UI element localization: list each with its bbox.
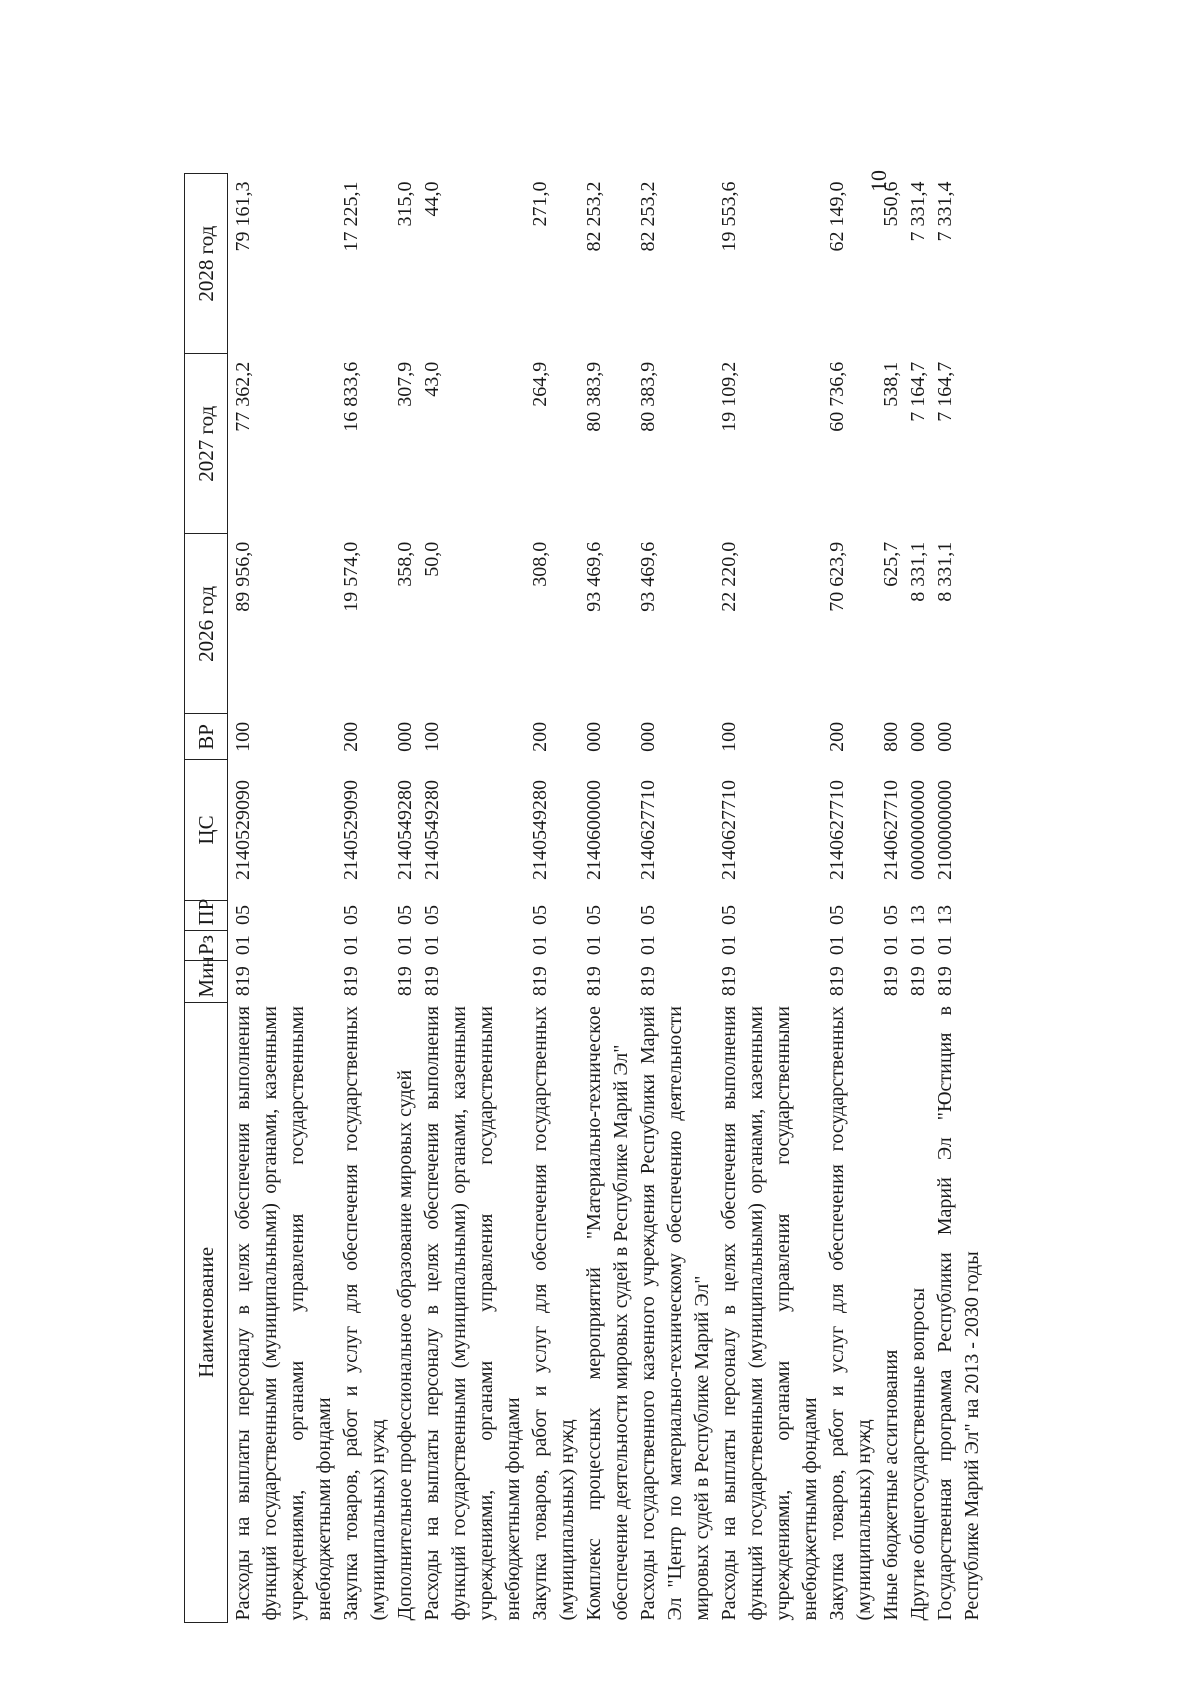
row-cs: 2140529090	[232, 779, 254, 880]
row-2028: 7 331,4	[907, 181, 929, 242]
row-vr: 000	[907, 721, 929, 752]
row-2027: 77 362,2	[232, 361, 254, 432]
row-pr: 05	[529, 905, 551, 926]
row-name: Расходы на выплаты персоналу в целях обеспечения выполнения функций государственными (муниципальными) органами, казенными учреждениями, органами управления государственными внебюджетными фондами	[421, 1006, 524, 1621]
row-name: Государственная программа Республики Марий Эл "Юстиция в Республике Марий Эл" на 2013 - 2030 годы	[934, 1006, 983, 1621]
row-2027: 7 164,7	[934, 361, 956, 422]
row-vr: 200	[826, 721, 848, 752]
row-cs: 2140627710	[880, 779, 902, 880]
row-2027: 19 109,2	[718, 361, 740, 432]
table-row	[905, 174, 932, 1623]
page-number: 10	[866, 170, 891, 192]
row-2026: 93 469,6	[637, 541, 659, 612]
row-cs: 2140627710	[826, 779, 848, 880]
row-2027: 7 164,7	[907, 361, 929, 422]
row-pr: 05	[421, 905, 443, 926]
row-2028: 7 331,4	[934, 181, 956, 242]
table-row	[338, 174, 392, 1623]
row-2028: 82 253,2	[583, 181, 605, 252]
row-name: Закупка товаров, работ и услуг для обеспечения государственных (муниципальных) нужд	[826, 1006, 875, 1621]
row-min: 819	[340, 966, 362, 997]
row-rz: 01	[421, 935, 443, 956]
row-min: 819	[583, 966, 605, 997]
table-row	[878, 174, 905, 1623]
header-cs: ЦС	[185, 760, 228, 900]
row-rz: 01	[718, 935, 740, 956]
row-vr: 800	[880, 721, 902, 752]
row-2028: 315,0	[394, 181, 416, 227]
table-row	[228, 174, 339, 1623]
row-rz: 01	[529, 935, 551, 956]
row-2027: 264,9	[529, 361, 551, 407]
row-2027: 307,9	[394, 361, 416, 407]
row-cs: 2140627710	[637, 779, 659, 880]
row-pr: 13	[907, 905, 929, 926]
table-row	[527, 174, 581, 1623]
row-min: 819	[907, 966, 929, 997]
row-cs: 2140549280	[394, 779, 416, 880]
row-2027: 16 833,6	[340, 361, 362, 432]
row-pr: 05	[637, 905, 659, 926]
header-vr: ВР	[185, 714, 228, 760]
row-name: Расходы на выплаты персоналу в целях обеспечения выполнения функций государственными (муниципальными) органами, казенными учреждениями, органами управления государственными внебюджетными фондами	[718, 1006, 821, 1621]
row-cs: 0000000000	[907, 779, 929, 880]
row-rz: 01	[583, 935, 605, 956]
row-cs: 2140600000	[583, 779, 605, 880]
row-rz: 01	[934, 935, 956, 956]
row-name: Другие общегосударственные вопросы	[907, 1287, 929, 1621]
table-row	[581, 174, 635, 1623]
row-2026: 8 331,1	[934, 541, 956, 602]
row-pr: 05	[718, 905, 740, 926]
budget-table	[184, 173, 986, 1623]
row-2026: 50,0	[421, 541, 443, 577]
row-min: 819	[826, 966, 848, 997]
row-2028: 79 161,3	[232, 181, 254, 252]
table-row	[635, 174, 716, 1623]
row-min: 819	[394, 966, 416, 997]
row-2027: 80 383,9	[637, 361, 659, 432]
row-2028: 17 225,1	[340, 181, 362, 252]
row-min: 819	[529, 966, 551, 997]
row-rz: 01	[232, 935, 254, 956]
header-2027: 2027 год	[185, 354, 228, 534]
row-pr: 05	[583, 905, 605, 926]
row-2026: 625,7	[880, 541, 902, 587]
row-min: 819	[934, 966, 956, 997]
row-pr: 05	[232, 905, 254, 926]
row-pr: 13	[934, 905, 956, 926]
row-vr: 200	[529, 721, 551, 752]
row-2026: 19 574,0	[340, 541, 362, 612]
row-min: 819	[637, 966, 659, 997]
row-rz: 01	[394, 935, 416, 956]
table-row	[419, 174, 527, 1623]
row-vr: 100	[718, 721, 740, 752]
header-min: Мин	[185, 960, 228, 1002]
header-row	[185, 174, 228, 1623]
row-2026: 308,0	[529, 541, 551, 587]
table-row	[392, 174, 419, 1623]
header-name: Наименование	[185, 1002, 228, 1622]
row-2026: 22 220,0	[718, 541, 740, 612]
row-2026: 93 469,6	[583, 541, 605, 612]
row-2026: 70 623,9	[826, 541, 848, 612]
row-cs: 2140529090	[340, 779, 362, 880]
row-2026: 89 956,0	[232, 541, 254, 612]
row-vr: 000	[394, 721, 416, 752]
row-2027: 43,0	[421, 361, 443, 397]
row-name: Комплекс процессных мероприятий "Материально-техническое обеспечение деятельности мировых судей в Республике Марий Эл"	[583, 1006, 632, 1621]
row-min: 819	[232, 966, 254, 997]
row-rz: 01	[907, 935, 929, 956]
row-2027: 80 383,9	[583, 361, 605, 432]
row-vr: 100	[232, 721, 254, 752]
header-pr: ПР	[185, 900, 228, 930]
row-rz: 01	[880, 935, 902, 956]
row-name: Закупка товаров, работ и услуг для обеспечения государственных (муниципальных) нужд	[340, 1006, 389, 1621]
row-2026: 358,0	[394, 541, 416, 587]
rotated-budget-table	[184, 173, 986, 1623]
row-name: Иные бюджетные ассигнования	[880, 1349, 902, 1621]
row-2027: 60 736,6	[826, 361, 848, 432]
table-row	[932, 174, 986, 1623]
row-2028: 271,0	[529, 181, 551, 227]
row-cs: 2140627710	[718, 779, 740, 880]
row-pr: 05	[826, 905, 848, 926]
row-vr: 100	[421, 721, 443, 752]
header-2026: 2026 год	[185, 534, 228, 714]
row-pr: 05	[880, 905, 902, 926]
row-name: Расходы на выплаты персоналу в целях обеспечения выполнения функций государственными (муниципальными) органами, казенными учреждениями, органами управления государственными внебюджетными фондами	[232, 1006, 335, 1621]
row-pr: 05	[394, 905, 416, 926]
row-2026: 8 331,1	[907, 541, 929, 602]
row-vr: 000	[583, 721, 605, 752]
row-2027: 538,1	[880, 361, 902, 407]
row-2028: 44,0	[421, 181, 443, 217]
row-name: Закупка товаров, работ и услуг для обеспечения государственных (муниципальных) нужд	[529, 1006, 578, 1621]
row-2028: 550,6	[880, 181, 902, 227]
row-name: Дополнительное профессиональное образование мировых судей	[394, 1069, 416, 1621]
row-min: 819	[718, 966, 740, 997]
row-vr: 000	[637, 721, 659, 752]
row-pr: 05	[340, 905, 362, 926]
row-2028: 82 253,2	[637, 181, 659, 252]
table-row	[824, 174, 878, 1623]
row-min: 819	[421, 966, 443, 997]
row-min: 819	[880, 966, 902, 997]
row-rz: 01	[340, 935, 362, 956]
row-cs: 2100000000	[934, 779, 956, 880]
row-vr: 200	[340, 721, 362, 752]
row-cs: 2140549280	[421, 779, 443, 880]
row-name: Расходы государственного казенного учреждения Республики Марий Эл "Центр по материально-техническому обеспечению деятельности мировых судей в Республике Марий Эл"	[637, 1006, 713, 1621]
row-rz: 01	[637, 935, 659, 956]
row-rz: 01	[826, 935, 848, 956]
header-rz: Рз	[185, 930, 228, 960]
table-row	[716, 174, 824, 1623]
row-2028: 62 149,0	[826, 181, 848, 252]
row-2028: 19 553,6	[718, 181, 740, 252]
header-2028: 2028 год	[185, 174, 228, 354]
row-cs: 2140549280	[529, 779, 551, 880]
row-vr: 000	[934, 721, 956, 752]
